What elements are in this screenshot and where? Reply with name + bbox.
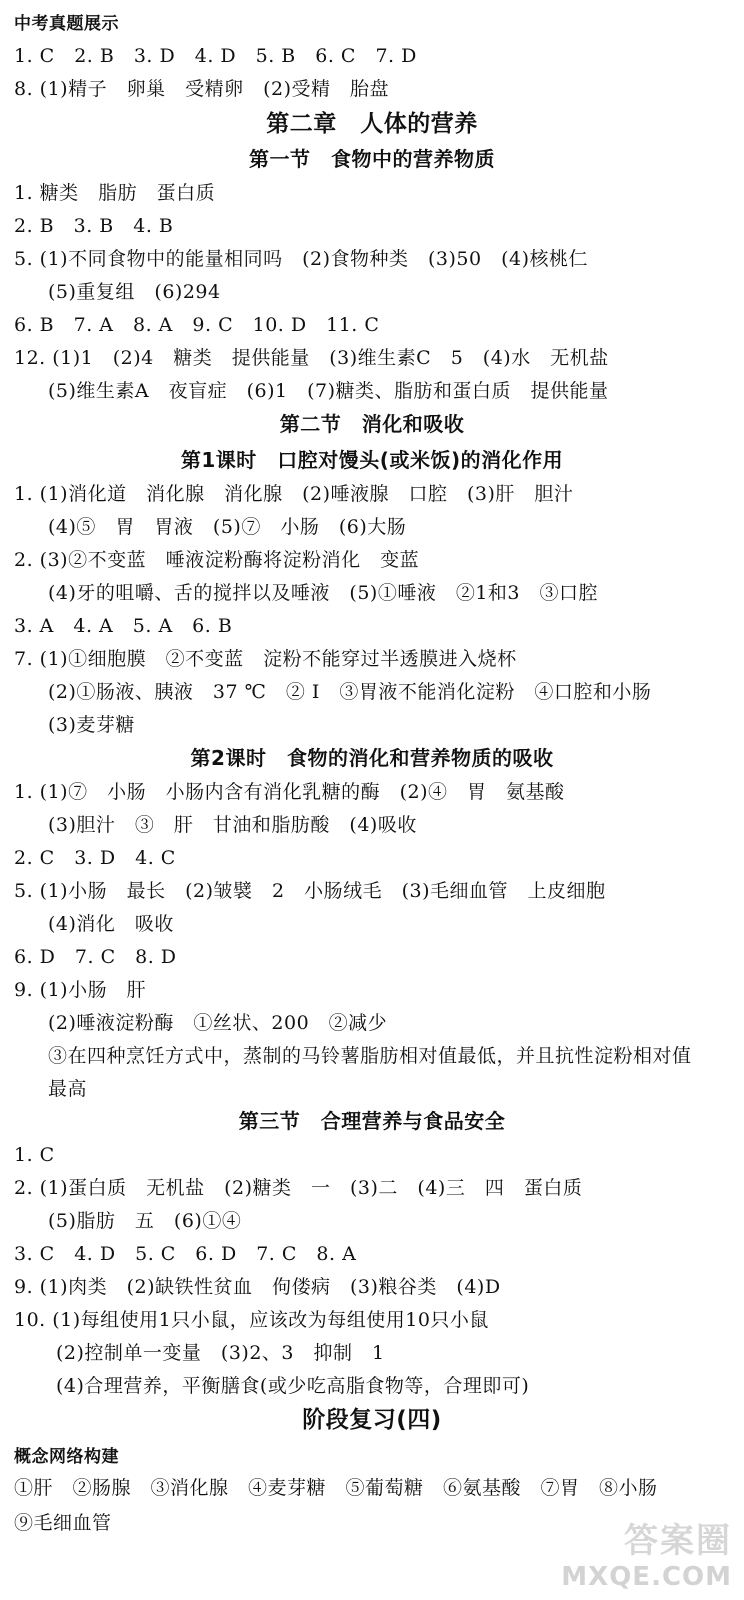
section-label-exam-questions: 中考真题展示 — [14, 14, 119, 34]
answer-line: (2)①肠液、胰液 37 ℃ ② Ⅰ ③胃液不能消化淀粉 ④口腔和小肠 — [48, 681, 652, 703]
answer-line: (4)⑤ 胃 胃液 (5)⑦ 小肠 (6)大肠 — [48, 516, 407, 538]
answer-line: 6. D 7. C 8. D — [14, 946, 177, 968]
review-title: 阶段复习(四) — [302, 1407, 442, 1433]
answer-line: ⑨毛细血管 — [14, 1512, 112, 1534]
answer-line: (4)牙的咀嚼、舌的搅拌以及唾液 (5)①唾液 ②1和3 ③口腔 — [48, 582, 599, 604]
answer-line: 8. (1)精子 卵巢 受精卵 (2)受精 胎盘 — [14, 78, 389, 100]
answer-line: (4)消化 吸收 — [48, 913, 174, 935]
answer-line: 2. (3)②不变蓝 唾液淀粉酶将淀粉消化 变蓝 — [14, 549, 420, 571]
answer-line: 9. (1)肉类 (2)缺铁性贫血 佝偻病 (3)粮谷类 (4)D — [14, 1276, 501, 1298]
section-title: 第一节 食物中的营养物质 — [249, 147, 495, 171]
answer-line: 10. (1)每组使用1只小鼠，应该改为每组使用10只小鼠 — [14, 1309, 489, 1331]
answer-line: 1. 糖类 脂肪 蛋白质 — [14, 182, 216, 204]
watermark-url: MXQE.COM — [561, 1562, 732, 1592]
answer-line: (5)维生素A 夜盲症 (6)1 (7)糖类、脂肪和蛋白质 提供能量 — [48, 380, 609, 402]
answer-line: 1. (1)⑦ 小肠 小肠内含有消化乳糖的酶 (2)④ 胃 氨基酸 — [14, 781, 565, 803]
answer-line: 5. (1)小肠 最长 (2)皱襞 2 小肠绒毛 (3)毛细血管 上皮细胞 — [14, 880, 606, 902]
answer-line: 6. B 7. A 8. A 9. C 10. D 11. C — [14, 314, 380, 336]
answer-line: ①肝 ②肠腺 ③消化腺 ④麦芽糖 ⑤葡萄糖 ⑥氨基酸 ⑦胃 ⑧小肠 — [14, 1477, 658, 1499]
chapter-title: 第二章 人体的营养 — [266, 111, 478, 137]
answer-line: (3)麦芽糖 — [48, 714, 135, 736]
answer-line: (5)脂肪 五 (6)①④ — [48, 1210, 242, 1232]
section-label-concept-network: 概念网络构建 — [14, 1447, 119, 1467]
answer-line: 9. (1)小肠 肝 — [14, 979, 147, 1001]
answer-line: 2. (1)蛋白质 无机盐 (2)糖类 一 (3)二 (4)三 四 蛋白质 — [14, 1177, 583, 1199]
watermark-logo: 答案圈 — [624, 1521, 732, 1561]
answer-line: (5)重复组 (6)294 — [48, 281, 221, 303]
answer-line: 7. (1)①细胞膜 ②不变蓝 淀粉不能穿过半透膜进入烧杯 — [14, 648, 517, 670]
answer-line: 2. B 3. B 4. B — [14, 215, 174, 237]
answer-line: ③在四种烹饪方式中，蒸制的马铃薯脂肪相对值最低，并且抗性淀粉相对值 — [48, 1045, 692, 1067]
answer-line: 2. C 3. D 4. C — [14, 847, 176, 869]
answer-line: 12. (1)1 (2)4 糖类 提供能量 (3)维生素C 5 (4)水 无机盐 — [14, 347, 609, 369]
answer-line: 5. (1)不同食物中的能量相同吗 (2)食物种类 (3)50 (4)核桃仁 — [14, 248, 588, 270]
answer-line: (2)唾液淀粉酶 ①丝状、200 ②减少 — [48, 1012, 388, 1034]
answer-line: (4)合理营养，平衡膳食(或少吃高脂食物等，合理即可) — [56, 1375, 530, 1397]
answer-line: 1. C 2. B 3. D 4. D 5. B 6. C 7. D — [14, 45, 417, 67]
section-title: 第二节 消化和吸收 — [279, 412, 465, 436]
answer-line: 最高 — [48, 1078, 88, 1100]
lesson-title: 第1课时 口腔对馒头(或米饭)的消化作用 — [180, 448, 564, 472]
watermark — [561, 1513, 732, 1592]
answer-line: (3)胆汁 ③ 肝 甘油和脂肪酸 (4)吸收 — [48, 814, 417, 836]
answer-line: (2)控制单一变量 (3)2、3 抑制 1 — [56, 1342, 385, 1364]
section-title: 第三节 合理营养与食品安全 — [238, 1109, 506, 1133]
answer-line: 3. A 4. A 5. A 6. B — [14, 615, 233, 637]
answer-line: 1. (1)消化道 消化腺 消化腺 (2)唾液腺 口腔 (3)肝 胆汁 — [14, 483, 574, 505]
answer-line: 3. C 4. D 5. C 6. D 7. C 8. A — [14, 1243, 357, 1265]
lesson-title: 第2课时 食物的消化和营养物质的吸收 — [190, 746, 554, 770]
answer-line: 1. C — [14, 1144, 55, 1166]
